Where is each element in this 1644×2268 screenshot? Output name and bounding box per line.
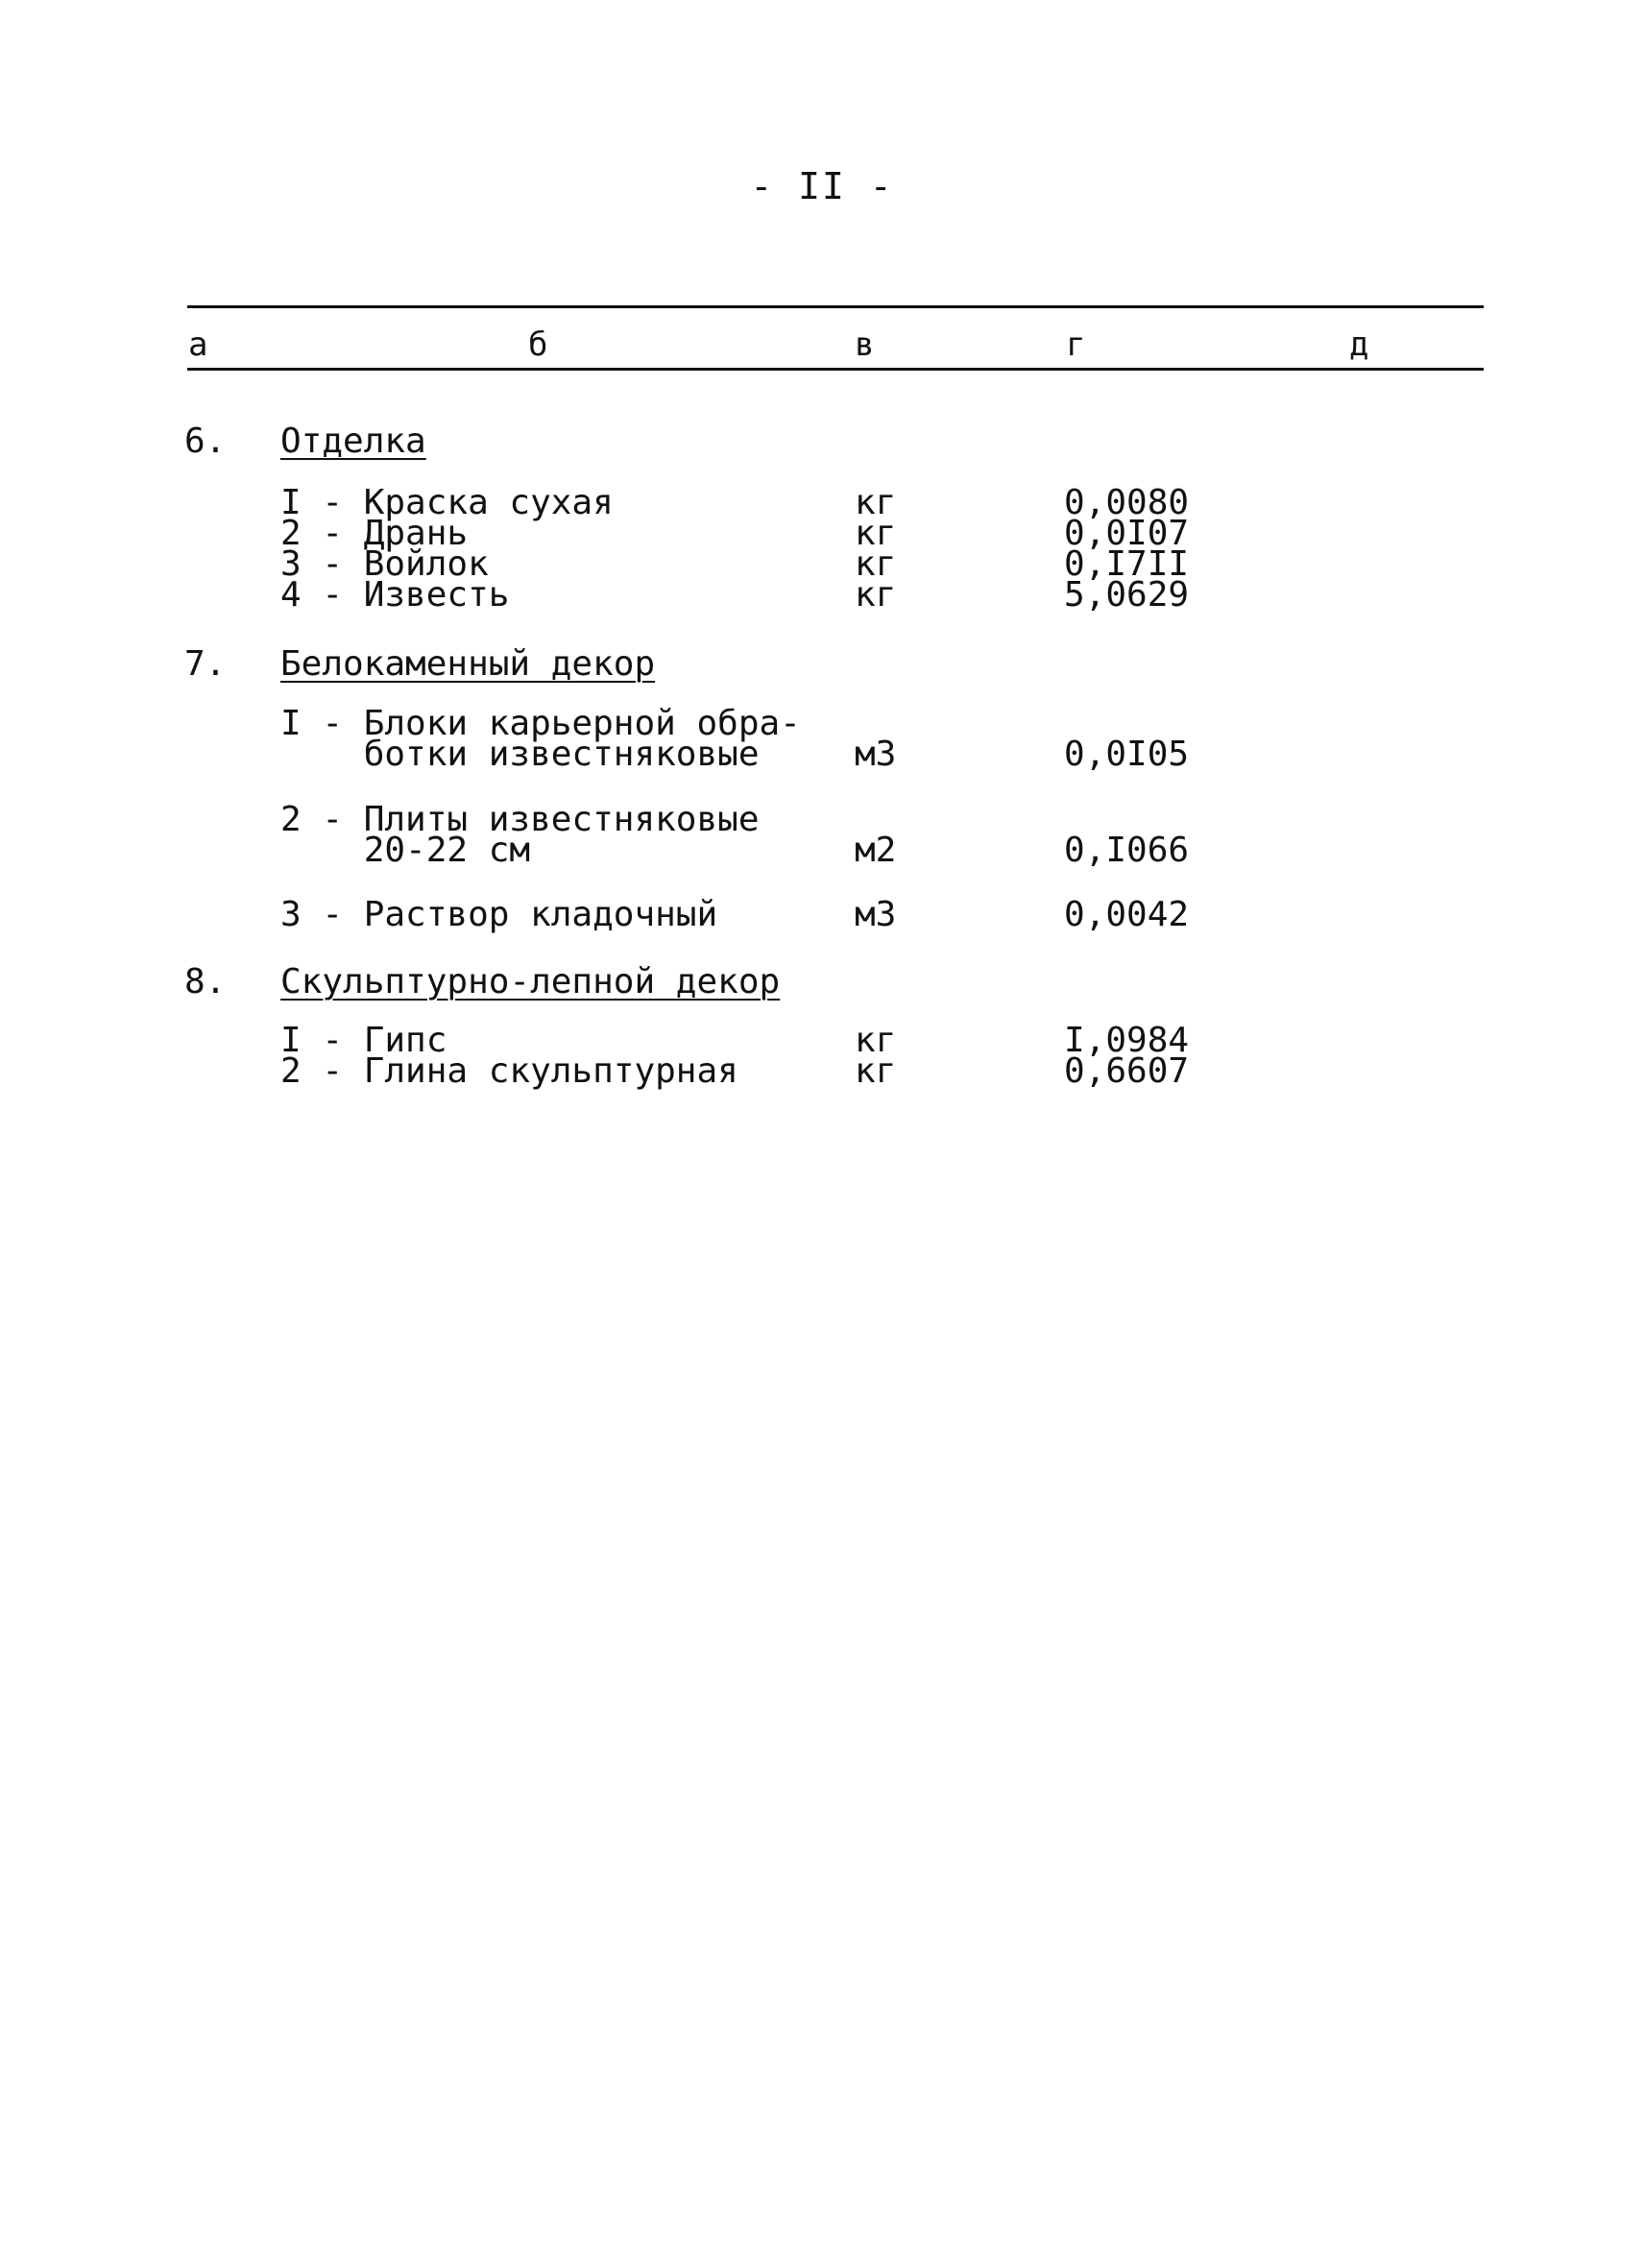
item-value: 0,0080 <box>1064 483 1190 522</box>
item-unit: кг <box>855 514 897 553</box>
column-header-g: г <box>1066 326 1086 364</box>
section-number: 7. <box>184 644 227 684</box>
item-name-line2: 20-22 см <box>280 831 531 870</box>
item-name-line1: I - Блоки карьерной обра- <box>280 704 801 743</box>
column-header-d: д <box>1349 326 1369 364</box>
page-number: - II - <box>750 165 894 207</box>
section-number: 8. <box>184 962 227 1001</box>
column-header-a: а <box>188 326 208 364</box>
item-value: 5,0629 <box>1064 575 1190 615</box>
item-value: I,0984 <box>1064 1021 1190 1060</box>
item-unit: м3 <box>855 735 897 774</box>
item-name-line1: 2 - Плиты известняковые <box>280 800 760 839</box>
table-top-rule <box>187 305 1484 308</box>
item-unit: кг <box>855 483 897 522</box>
item-value: 0,I7II <box>1064 544 1190 584</box>
column-header-b: б <box>528 326 548 364</box>
section-number: 6. <box>184 422 227 461</box>
item-unit: кг <box>855 544 897 584</box>
item-name: 2 - Дрань <box>280 514 469 553</box>
item-unit: м3 <box>855 895 897 934</box>
item-name: 3 - Войлок <box>280 544 489 584</box>
section-title: Скульптурно-лепной декор <box>280 962 781 1001</box>
item-unit: кг <box>855 575 897 615</box>
section-title: Отделка <box>280 422 426 461</box>
column-header-v: в <box>855 326 875 364</box>
item-unit: кг <box>855 1051 897 1091</box>
item-name: 3 - Раствор кладочный <box>280 895 718 934</box>
item-name-line2: ботки известняковые <box>280 735 760 774</box>
header-bottom-rule <box>187 368 1484 371</box>
item-name: I - Краска сухая <box>280 483 614 522</box>
item-value: 0,0I07 <box>1064 514 1190 553</box>
item-value: 0,0042 <box>1064 895 1190 934</box>
item-unit: кг <box>855 1021 897 1060</box>
item-name: 2 - Глина скульптурная <box>280 1051 738 1091</box>
item-unit: м2 <box>855 831 897 870</box>
item-name: I - Гипс <box>280 1021 447 1060</box>
item-name: 4 - Известь <box>280 575 510 615</box>
item-value: 0,I066 <box>1064 831 1190 870</box>
item-value: 0,0I05 <box>1064 735 1190 774</box>
section-title: Белокаменный декор <box>280 644 656 684</box>
item-value: 0,6607 <box>1064 1051 1190 1091</box>
